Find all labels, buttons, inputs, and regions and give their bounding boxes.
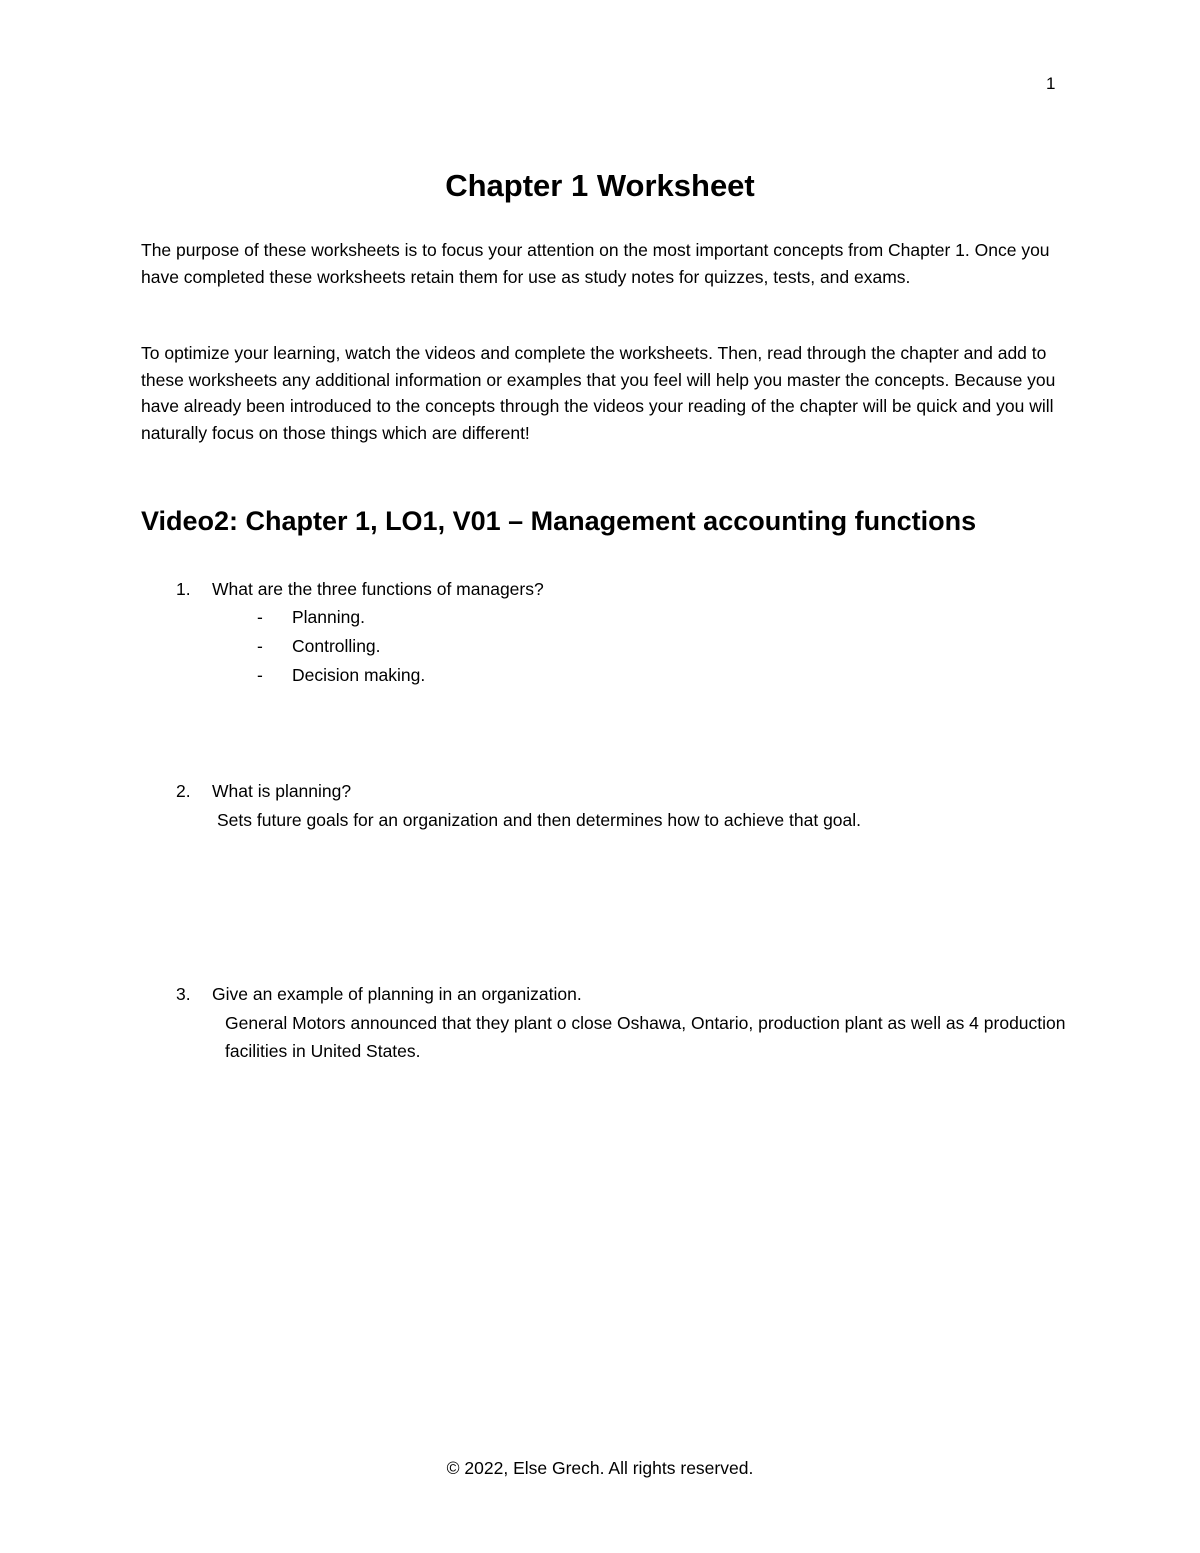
list-item [257,632,425,661]
question-number: 1. [176,579,191,599]
question-text: What is planning? [212,781,352,801]
question-text: Give an example of planning in an organization. [212,984,582,1004]
list-item-text: Controlling. [292,636,381,656]
copyright-footer: © 2022, Else Grech. All rights reserved. [446,1458,754,1478]
intro-paragraph-purpose: The purpose of these worksheets is to focus your attention on the most important concepts from Chapter 1. Once you have completed these worksheets retain them for use as study notes for quizzes, tests, and exams. [141,240,1050,287]
dash-bullet: - [257,607,263,627]
list-item [257,603,425,632]
section-heading: Video2: Chapter 1, LO1, V01 – Management accounting functions [141,506,977,536]
list-item-text: Decision making. [292,665,426,685]
list-item-text: Planning. [292,607,365,627]
question-number: 3. [176,984,191,1004]
intro-paragraph-optimize: To optimize your learning, watch the videos and complete the worksheets. Then, read through the chapter and add to these worksheets any additional information or examples that you feel will help you master the concepts. Because you have already been introduced to the concepts through the videos your reading of the chapter will be quick and you will naturally focus on those things which are different! [141,343,1056,443]
page-title: Chapter 1 Worksheet [445,168,755,203]
page-number: 1 [1046,74,1056,93]
dash-bullet: - [257,636,263,656]
answer-planning-example: General Motors announced that they plant o close Oshawa, Ontario, production plant as well as 4 production facilities in United States. [225,1013,1066,1061]
answer-planning: Sets future goals for an organization and then determines how to achieve that goal. [217,810,862,830]
list-item [257,661,425,690]
question-number: 2. [176,781,191,801]
question-text: What are the three functions of managers? [212,579,544,599]
dash-bullet: - [257,665,263,685]
answer-list-functions [257,603,425,690]
